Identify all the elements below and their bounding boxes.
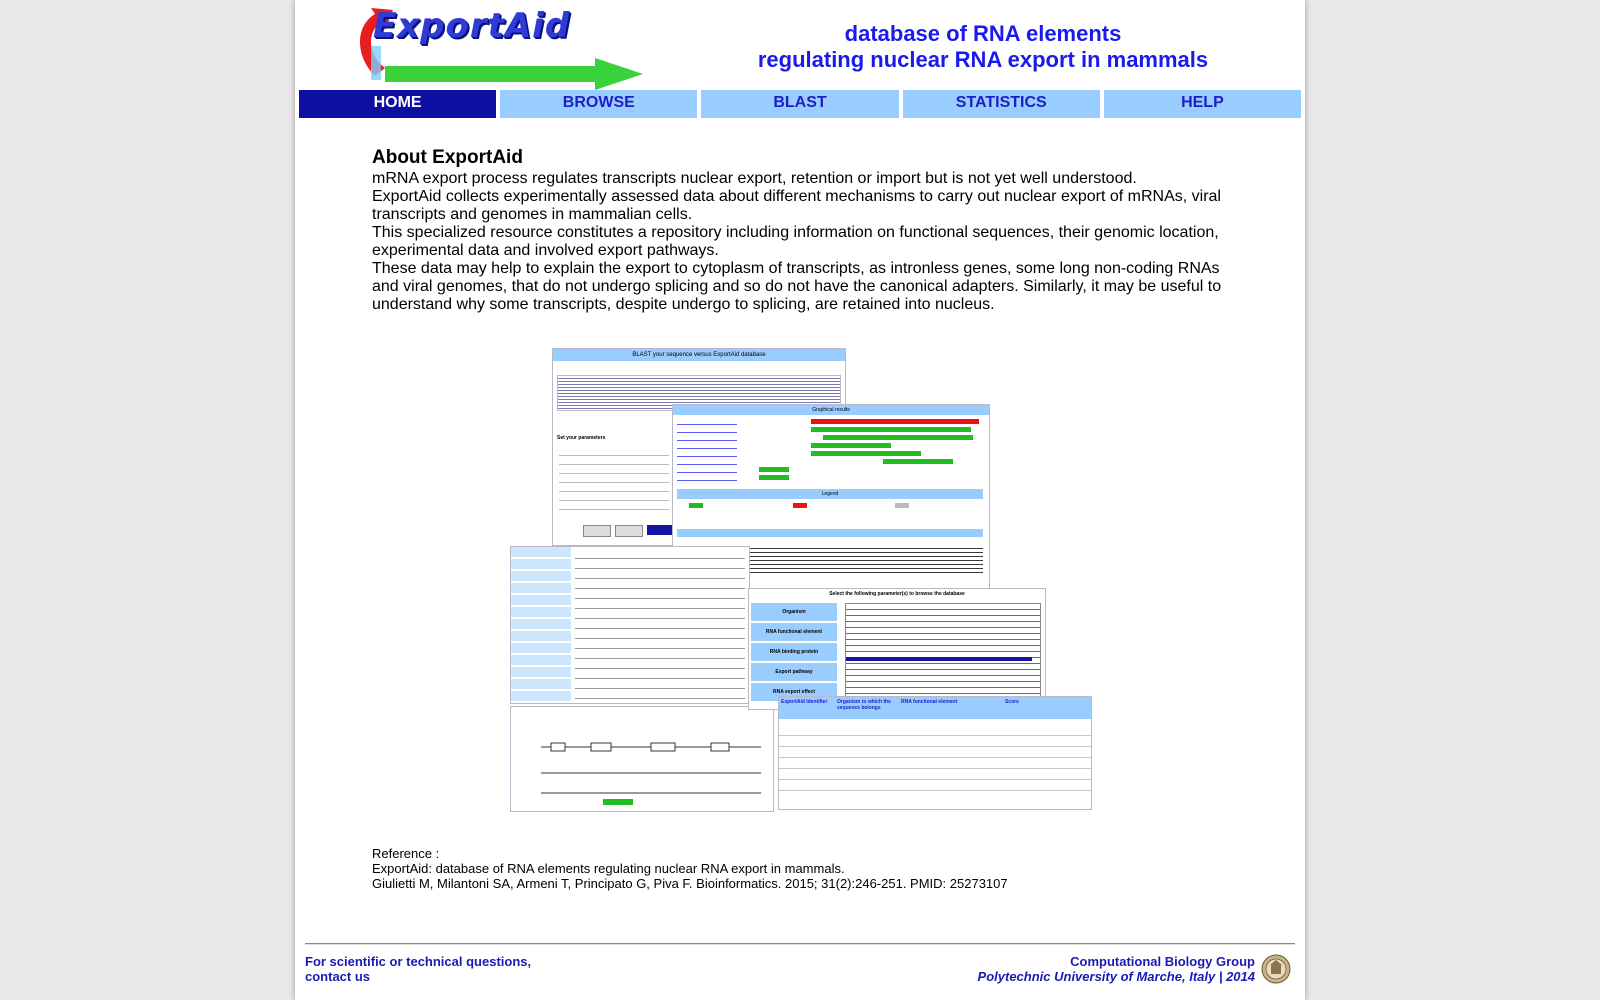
reference-block [372,846,1228,891]
results-table-header [779,697,1091,719]
clear-button-thumb [615,525,643,537]
gene-structure-diagram [511,707,773,811]
params-title: Set your parameters [557,435,606,441]
about-paragraph-2: ExportAid collects experimentally assessed data about different mechanisms to carry out nuclear export of mRNAs, viral transcripts and genomes in mammalian cells. [372,188,1221,223]
logo-wordmark: ExportAid [373,6,571,46]
result-bar [811,427,971,432]
entry-detail-screenshot [510,546,750,704]
result-bar [811,443,891,448]
browse-rna-binding-protein: RNA binding protein [751,643,837,661]
help-button-thumb [647,525,673,535]
screenshot-collage [510,348,1090,814]
entry-field-values [575,549,745,699]
result-bar [759,467,789,472]
legend-title: Legend [677,489,983,499]
legend-decrease-swatch [793,503,807,508]
nav-help[interactable]: HELP [1104,90,1301,118]
browse-title: Select the following parameter(s) to browse the database [749,589,1045,599]
blast-title: BLAST your sequence versus ExportAid database [553,349,845,361]
about-paragraph-3: This specialized resource constitutes a repository including information on functional sequences, their genomic location, experimental data and involved export pathways. [372,224,1219,259]
tagline-line-2: regulating nuclear RNA export in mammals [757,47,1209,72]
reference-title: ExportAid: database of RNA elements regulating nuclear RNA export in mammals. [372,861,845,876]
col-score: Score [1005,699,1019,705]
footer-credits [978,954,1255,984]
about-paragraph-4: These data may help to explain the export to cytoplasm of transcripts, as intronless genes, some long non-coding RNAs and viral genomes, that do not undergo splicing and so do not have the canonical adapters. Similarly, it may be useful to understand why some transcripts, despite undergo to splicing, are retained into nucleus. [372,260,1222,313]
browse-organism: Organism [751,603,837,621]
entry-field-labels [511,547,571,703]
alignment-header [677,529,983,537]
col-organism: Organism to which the sequence belongs [837,699,891,711]
browse-selected-row [846,657,1032,661]
footer-contact [305,954,531,984]
result-bar [811,451,921,456]
nav-statistics[interactable]: STATISTICS [903,90,1100,118]
legend-increase-swatch [689,503,703,508]
about-paragraph-1: mRNA export process regulates transcripts nuclear export, retention or import but is not yet well understood. [372,170,1137,187]
university-seal-icon [1261,954,1291,984]
browse-panel-screenshot [748,588,1046,710]
gene-structure-screenshot [510,706,774,812]
submit-button-thumb [583,525,611,537]
graphical-results-title: Graphical results [673,405,989,415]
results-table-rows [779,725,1091,799]
nav-browse[interactable]: BROWSE [500,90,697,118]
browse-rna-functional-element: RNA functional element [751,623,837,641]
result-id-list [677,417,737,481]
results-table-screenshot [778,696,1092,810]
site-header [295,0,1305,90]
browse-organism-list [845,603,1041,705]
about-section [372,148,1228,314]
legend-neutral-swatch [895,503,909,508]
reference-label: Reference : [372,846,440,861]
about-title: About ExportAid [372,147,523,168]
site-tagline [745,21,1221,73]
group-name-link[interactable]: Computational Biology Group [1070,954,1255,969]
result-bar [823,435,973,440]
university-line: Polytechnic University of Marche, Italy | 2014 [977,969,1255,984]
contact-line-1: For scientific or technical questions, [305,954,532,969]
browse-export-pathway: Export pathway [751,663,837,681]
reference-citation: Giulietti M, Milantoni SA, Armeni T, Principato G, Piva F. Bioinformatics. 2015; 31(2):246-251. PMID: 25273107 [372,876,1008,891]
browse-rna-export-effect: RNA export effect [751,683,837,701]
result-bar [759,475,789,480]
col-rna-functional-element: RNA functional element [901,699,958,705]
footer-divider [305,943,1295,945]
contact-us-link[interactable]: contact us [305,969,371,984]
col-exportaid-id: ExportAid Identifier [781,699,828,705]
page-container [295,0,1305,1000]
nav-home[interactable]: HOME [299,90,496,118]
result-bar [883,459,953,464]
param-rows [559,447,669,517]
result-bar [811,419,979,424]
main-nav [299,90,1301,118]
nav-blast[interactable]: BLAST [701,90,898,118]
tagline-line-1: database of RNA elements [844,21,1122,46]
